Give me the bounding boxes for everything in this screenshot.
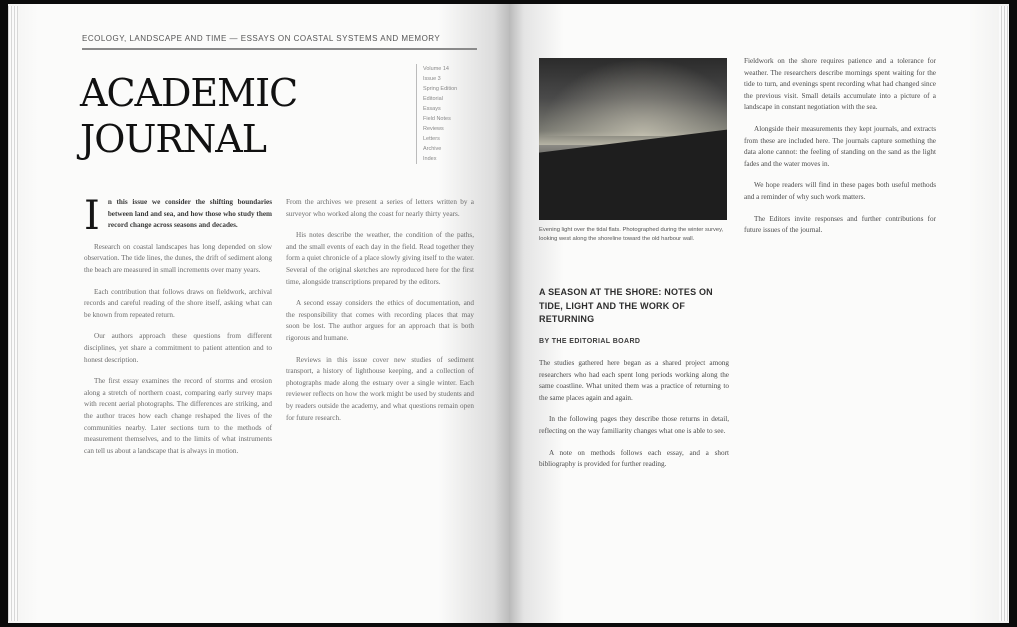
body-paragraph: In the following pages they describe those returns in detail, reflecting on the way familiarity changes what one is able to see.: [539, 415, 729, 435]
article-subhead: A SEASON AT THE SHORE: NOTES ON TIDE, LIGHT AND THE WORK OF RETURNING: [539, 287, 713, 324]
running-head: ECOLOGY, LANDSCAPE AND TIME — ESSAYS ON COASTAL SYSTEMS AND MEMORY: [82, 34, 441, 43]
body-paragraph: Fieldwork on the shore requires patience and a tolerance for weather. The researchers describe mornings spent waiting for the tide to turn, and evenings spent recording what had changed since the previous visit. Small details accumulate into a picture of a landscape in constant negotiation with the sea.: [744, 57, 936, 112]
contents-item: Issue 3: [423, 76, 441, 82]
journal-title-line-1: ACADEMIC: [80, 71, 298, 115]
body-paragraph: The first essay examines the record of storms and erosion along a stretch of northern coast, comparing early survey maps with recent aerial photographs. The differences are striking, and the author traces how each change reshaped the lives of the communities nearby. Later sections turn to the methods of measurement themselves, and to the limits of what instruments can tell us about a landscape that is always in motion.: [84, 377, 272, 455]
header-rule: [82, 48, 477, 50]
body-paragraph: Our authors approach these questions from different disciplines, yet share a commitment to patient attention and to honest description.: [84, 332, 272, 364]
contents-item: Essays: [423, 106, 441, 112]
contents-list: [416, 64, 485, 164]
right-column-1: [539, 358, 729, 588]
contents-item: Spring Edition: [423, 86, 458, 92]
contents-item: Field Notes: [423, 116, 451, 122]
right-column-2: [744, 56, 936, 596]
article-byline: BY THE EDITORIAL BOARD: [539, 338, 641, 345]
contents-item: Reviews: [423, 126, 444, 132]
body-paragraph: Reviews in this issue cover new studies of sediment transport, a history of lighthouse keeping, and a collection of photographs made along the estuary over a single winter. Each reviewer reflects on how the work might be used by students and by readers outside the academy, and what questions remain open for future research.: [286, 355, 474, 422]
right-page: [509, 4, 1009, 623]
body-paragraph: From the archives we present a series of letters written by a surveyor who worked along the coast for nearly thirty years.: [286, 198, 474, 218]
contents-item: Letters: [423, 136, 440, 142]
body-paragraph: The Editors invite responses and further contributions for future issues of the journal.: [744, 214, 936, 235]
drop-cap: I: [84, 193, 100, 239]
photo-sky: [539, 58, 727, 136]
photo-caption: Evening light over the tidal flats. Photographed during the winter survey, looking west along the shoreline toward the old harbour wall.: [539, 227, 724, 242]
body-paragraph: A note on methods follows each essay, and a short bibliography is provided for further reading.: [539, 448, 729, 469]
body-paragraph: We hope readers will find in these pages both useful methods and a reminder of why such work matters.: [744, 181, 936, 201]
body-paragraph: The studies gathered here began as a shared project among researchers who had each spent long periods working along the same coastline. What united them was a practice of returning to the same places again and again.: [539, 359, 729, 402]
contents-item: Editorial: [423, 96, 443, 102]
left-column-1: [84, 193, 272, 597]
left-column-2: [286, 197, 474, 597]
contents-item: Archive: [423, 146, 442, 152]
open-book: [8, 4, 1009, 623]
body-paragraph: His notes describe the weather, the condition of the paths, and the small events of each day in the field. Read together they form a quiet chronicle of a place slowly giving itself to the water. Several of the original sketches are reproduced here for the first time, alongside transcriptions prepared by the editors.: [286, 231, 474, 286]
right-page-edges: [999, 6, 1009, 621]
contents-item: Volume 14: [423, 66, 449, 72]
journal-title-line-2: JOURNAL: [80, 117, 266, 161]
journal-title: [80, 70, 340, 162]
intro-paragraph: n this issue we consider the shifting boundaries between land and sea, and how those who study them record change across seasons and decades.: [107, 198, 272, 230]
body-paragraph: Alongside their measurements they kept journals, and extracts from these are included here. The journals capture something the data alone cannot: the feeling of standing on the sand as the light fades and the water moves in.: [744, 124, 936, 168]
body-paragraph: Research on coastal landscapes has long depended on slow observation. The tide lines, the dunes, the drift of sediment along the beach are measured in small increments over many years.: [84, 242, 272, 274]
body-paragraph: A second essay considers the ethics of documentation, and the responsibility that comes with recording places that may soon be lost. The author argues for an approach that is both rigorous and humane.: [286, 299, 474, 342]
photo-shore: [539, 125, 727, 220]
left-page: [8, 4, 509, 623]
body-paragraph: Each contribution that follows draws on fieldwork, archival records and careful reading of the shore itself, asking what can be known from repeated return.: [84, 287, 272, 319]
left-page-edges: [8, 6, 18, 621]
contents-item: Index: [423, 156, 437, 162]
beach-photo: [539, 58, 727, 220]
